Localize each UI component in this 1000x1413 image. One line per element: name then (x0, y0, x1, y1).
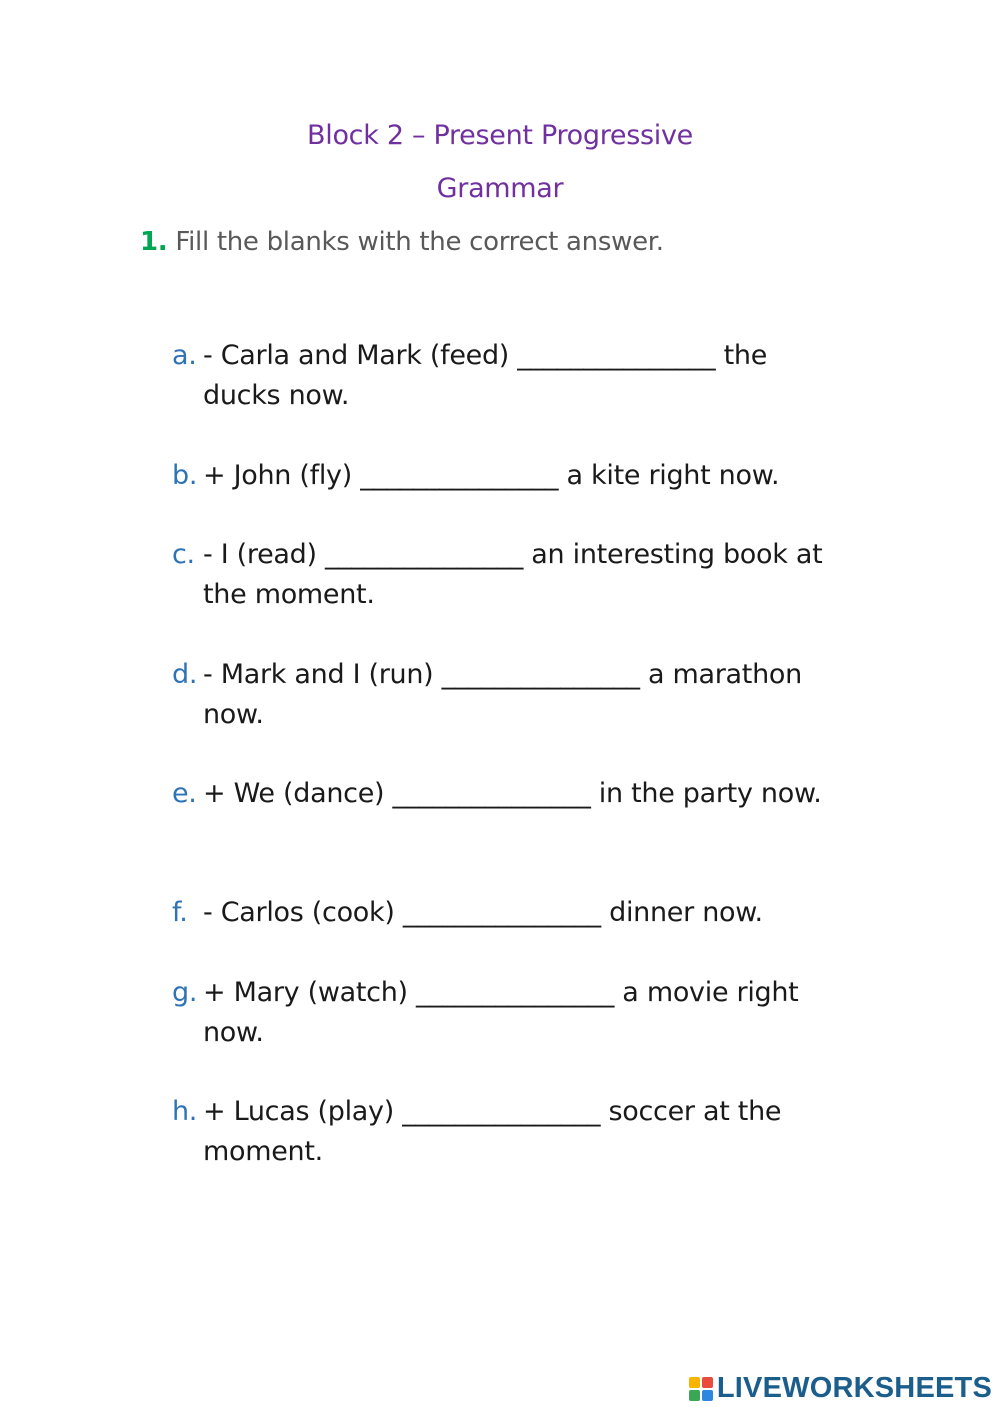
exercise-item-a (172, 336, 852, 416)
exercise-letter: e. (172, 778, 197, 809)
exercise-letter: g. (172, 977, 198, 1008)
exercise-item-b (172, 456, 852, 496)
exercise-letter: d. (172, 659, 198, 690)
exercise-text: - Carlos (cook) _______________ dinner now. (203, 897, 763, 928)
exercise-item-h (172, 1092, 852, 1172)
exercise-letter: f. (172, 897, 188, 928)
exercise-letter: c. (172, 539, 195, 570)
exercise-text: - I (read) _______________ an interesting book at the moment. (203, 539, 823, 610)
logo-mark-icon (689, 1377, 713, 1401)
instruction (140, 227, 664, 257)
exercise-item-d (172, 655, 852, 735)
exercise-text: + Lucas (play) _______________ soccer at the moment. (203, 1096, 782, 1167)
exercise-letter: a. (172, 340, 197, 371)
exercise-item-c (172, 535, 852, 615)
instruction-text: Fill the blanks with the correct answer. (175, 227, 664, 257)
exercise-text: - Carla and Mark (feed) _______________ the ducks now. (203, 340, 768, 411)
logo-square-icon (689, 1377, 700, 1388)
exercise-item-g (172, 973, 852, 1053)
worksheet-title: Block 2 – Present Progressive (307, 120, 693, 151)
exercise-text: + We (dance) _______________ in the party now. (203, 778, 822, 809)
worksheet-subtitle: Grammar (436, 173, 564, 204)
exercise-text: + Mary (watch) _______________ a movie right now. (203, 977, 799, 1048)
exercise-letter: h. (172, 1096, 198, 1127)
exercise-item-e (172, 774, 852, 814)
exercise-item-f (172, 893, 852, 933)
liveworksheets-logo (689, 1372, 992, 1405)
exercise-letter: b. (172, 460, 198, 491)
logo-square-icon (702, 1377, 713, 1388)
logo-square-icon (689, 1390, 700, 1401)
exercise-text: + John (fly) _______________ a kite right now. (203, 460, 780, 491)
instruction-number: 1. (140, 227, 168, 257)
logo-square-icon (702, 1390, 713, 1401)
logo-text: LIVEWORKSHEETS (716, 1372, 992, 1404)
exercise-text: - Mark and I (run) _______________ a marathon now. (203, 659, 802, 730)
